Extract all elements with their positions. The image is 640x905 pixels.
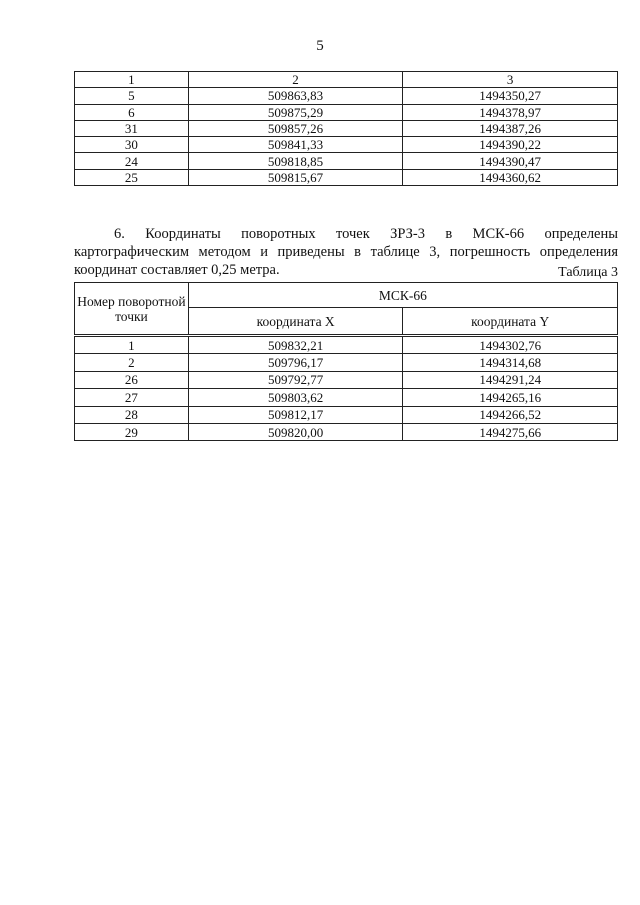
coordinates-paragraph: 6. Координаты поворотных точек ЗРЗ-3 в МСК-66 определены картографическим методом и приведены в таблице 3, погрешность определения координат составляет 0,25 метра.	[74, 225, 618, 278]
point-number-cell: 2	[75, 354, 189, 371]
coordinate-y-cell: 1494314,68	[403, 354, 618, 371]
coordinate-x-cell: 509796,17	[188, 354, 403, 371]
coordinate-y-cell: 1494390,47	[403, 153, 618, 169]
table-row	[75, 423, 618, 440]
table-row	[75, 336, 618, 354]
point-number-cell: 28	[75, 406, 189, 423]
table-caption: Таблица 3	[558, 265, 618, 280]
point-number-header: Номер поворотной точки	[75, 283, 189, 336]
coordinate-x-cell: 509812,17	[188, 406, 403, 423]
point-number-cell: 5	[75, 88, 189, 104]
column-number-row	[75, 72, 618, 88]
coordinate-x-cell: 509803,62	[188, 389, 403, 406]
coordinate-y-cell: 1494302,76	[403, 336, 618, 354]
column-number-cell: 1	[75, 72, 189, 88]
point-number-cell: 30	[75, 137, 189, 153]
coordinate-x-cell: 509857,26	[188, 120, 403, 136]
table-row	[75, 120, 618, 136]
table-row	[75, 88, 618, 104]
table-row	[75, 153, 618, 169]
table-row	[75, 406, 618, 423]
coordinate-x-cell: 509832,21	[188, 336, 403, 354]
coordinate-x-cell: 509863,83	[188, 88, 403, 104]
msk-66-header: МСК-66	[188, 283, 617, 308]
point-number-cell: 25	[75, 169, 189, 185]
point-number-cell: 27	[75, 389, 189, 406]
point-number-cell: 6	[75, 104, 189, 120]
coordinate-y-cell: 1494378,97	[403, 104, 618, 120]
coordinate-y-cell: 1494265,16	[403, 389, 618, 406]
point-number-cell: 31	[75, 120, 189, 136]
column-number-cell: 3	[403, 72, 618, 88]
point-number-cell: 1	[75, 336, 189, 354]
coordinate-x-cell: 509841,33	[188, 137, 403, 153]
coordinate-y-cell: 1494387,26	[403, 120, 618, 136]
point-number-cell: 29	[75, 423, 189, 440]
coordinate-y-cell: 1494350,27	[403, 88, 618, 104]
coordinate-x-cell: 509792,77	[188, 371, 403, 388]
coordinate-x-cell: 509815,67	[188, 169, 403, 185]
table-row	[75, 371, 618, 388]
coordinate-y-header: координата Y	[403, 308, 618, 336]
coordinate-x-cell: 509875,29	[188, 104, 403, 120]
table-row	[75, 354, 618, 371]
table-row	[75, 137, 618, 153]
page-number: 5	[316, 38, 324, 54]
table-row	[75, 389, 618, 406]
table-row	[75, 104, 618, 120]
coordinate-y-cell: 1494390,22	[403, 137, 618, 153]
coordinate-y-cell: 1494360,62	[403, 169, 618, 185]
table-row	[75, 169, 618, 185]
coordinate-x-header: координата X	[188, 308, 403, 336]
coordinates-table-continued	[74, 71, 618, 186]
coordinate-y-cell: 1494275,66	[403, 423, 618, 440]
point-number-cell: 26	[75, 371, 189, 388]
coordinate-y-cell: 1494266,52	[403, 406, 618, 423]
coordinate-x-cell: 509818,85	[188, 153, 403, 169]
table-3-coordinates	[74, 282, 618, 441]
coordinate-y-cell: 1494291,24	[403, 371, 618, 388]
coordinate-x-cell: 509820,00	[188, 423, 403, 440]
column-number-cell: 2	[188, 72, 403, 88]
point-number-cell: 24	[75, 153, 189, 169]
